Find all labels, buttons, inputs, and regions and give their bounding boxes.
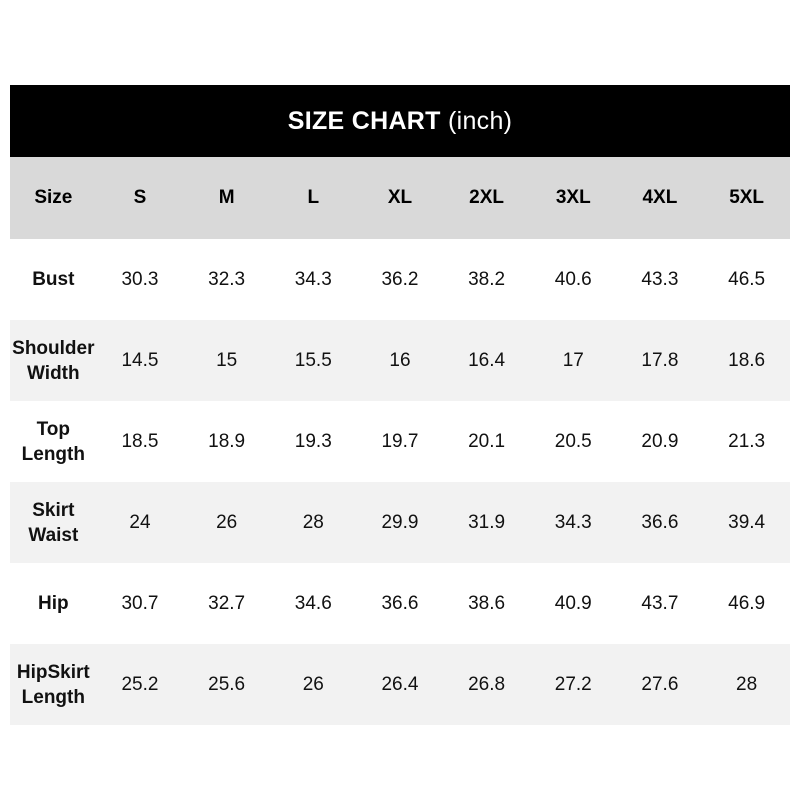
cell-hipskirt-length-m: 25.6 xyxy=(183,644,270,725)
cell-bust-m: 32.3 xyxy=(183,239,270,320)
cell-shoulder-width-m: 15 xyxy=(183,320,270,401)
cell-skirt-waist-s: 24 xyxy=(97,482,184,563)
header-size-3xl: 3XL xyxy=(530,157,617,239)
cell-skirt-waist-3xl: 34.3 xyxy=(530,482,617,563)
cell-bust-3xl: 40.6 xyxy=(530,239,617,320)
cell-skirt-waist-l: 28 xyxy=(270,482,357,563)
table-row xyxy=(10,401,790,482)
header-size-m: M xyxy=(183,157,270,239)
table-row xyxy=(10,239,790,320)
cell-hipskirt-length-l: 26 xyxy=(270,644,357,725)
header-size-4xl: 4XL xyxy=(617,157,704,239)
cell-shoulder-width-2xl: 16.4 xyxy=(443,320,530,401)
cell-top-length-s: 18.5 xyxy=(97,401,184,482)
header-size-l: L xyxy=(270,157,357,239)
cell-hipskirt-length-3xl: 27.2 xyxy=(530,644,617,725)
cell-bust-2xl: 38.2 xyxy=(443,239,530,320)
cell-hip-4xl: 43.7 xyxy=(617,563,704,644)
table-row xyxy=(10,320,790,401)
cell-hip-s: 30.7 xyxy=(97,563,184,644)
cell-hip-l: 34.6 xyxy=(270,563,357,644)
cell-shoulder-width-l: 15.5 xyxy=(270,320,357,401)
row-label-shoulder-width: Shoulder Width xyxy=(10,320,97,401)
cell-hip-2xl: 38.6 xyxy=(443,563,530,644)
header-corner-label: Size xyxy=(10,157,97,239)
chart-title-unit: (inch) xyxy=(447,106,513,135)
cell-skirt-waist-4xl: 36.6 xyxy=(617,482,704,563)
cell-bust-5xl: 46.5 xyxy=(703,239,790,320)
cell-top-length-m: 18.9 xyxy=(183,401,270,482)
row-label-hipskirt-length: HipSkirt Length xyxy=(10,644,97,725)
cell-bust-4xl: 43.3 xyxy=(617,239,704,320)
header-size-5xl: 5XL xyxy=(703,157,790,239)
cell-hipskirt-length-2xl: 26.8 xyxy=(443,644,530,725)
cell-bust-l: 34.3 xyxy=(270,239,357,320)
cell-top-length-3xl: 20.5 xyxy=(530,401,617,482)
cell-hip-m: 32.7 xyxy=(183,563,270,644)
row-label-skirt-waist: Skirt Waist xyxy=(10,482,97,563)
cell-skirt-waist-m: 26 xyxy=(183,482,270,563)
cell-hipskirt-length-5xl: 28 xyxy=(703,644,790,725)
cell-hip-3xl: 40.9 xyxy=(530,563,617,644)
row-label-hip: Hip xyxy=(10,563,97,644)
table-header-row xyxy=(10,157,790,239)
cell-bust-s: 30.3 xyxy=(97,239,184,320)
cell-skirt-waist-2xl: 31.9 xyxy=(443,482,530,563)
chart-title-row xyxy=(10,85,790,157)
table-row xyxy=(10,563,790,644)
chart-title: SIZE CHART xyxy=(287,106,441,135)
row-label-bust: Bust xyxy=(10,239,97,320)
cell-hip-5xl: 46.9 xyxy=(703,563,790,644)
header-size-xl: XL xyxy=(357,157,444,239)
row-label-top-length: Top Length xyxy=(10,401,97,482)
table-row xyxy=(10,482,790,563)
cell-shoulder-width-3xl: 17 xyxy=(530,320,617,401)
chart-title-cell xyxy=(10,85,790,157)
cell-skirt-waist-xl: 29.9 xyxy=(357,482,444,563)
cell-top-length-2xl: 20.1 xyxy=(443,401,530,482)
cell-top-length-5xl: 21.3 xyxy=(703,401,790,482)
cell-shoulder-width-5xl: 18.6 xyxy=(703,320,790,401)
cell-bust-xl: 36.2 xyxy=(357,239,444,320)
header-size-2xl: 2XL xyxy=(443,157,530,239)
cell-shoulder-width-s: 14.5 xyxy=(97,320,184,401)
cell-hipskirt-length-4xl: 27.6 xyxy=(617,644,704,725)
cell-top-length-l: 19.3 xyxy=(270,401,357,482)
cell-hip-xl: 36.6 xyxy=(357,563,444,644)
cell-skirt-waist-5xl: 39.4 xyxy=(703,482,790,563)
cell-hipskirt-length-xl: 26.4 xyxy=(357,644,444,725)
header-size-s: S xyxy=(97,157,184,239)
size-chart-table xyxy=(10,85,790,725)
cell-top-length-4xl: 20.9 xyxy=(617,401,704,482)
cell-shoulder-width-4xl: 17.8 xyxy=(617,320,704,401)
table-row xyxy=(10,644,790,725)
cell-top-length-xl: 19.7 xyxy=(357,401,444,482)
cell-hipskirt-length-s: 25.2 xyxy=(97,644,184,725)
cell-shoulder-width-xl: 16 xyxy=(357,320,444,401)
